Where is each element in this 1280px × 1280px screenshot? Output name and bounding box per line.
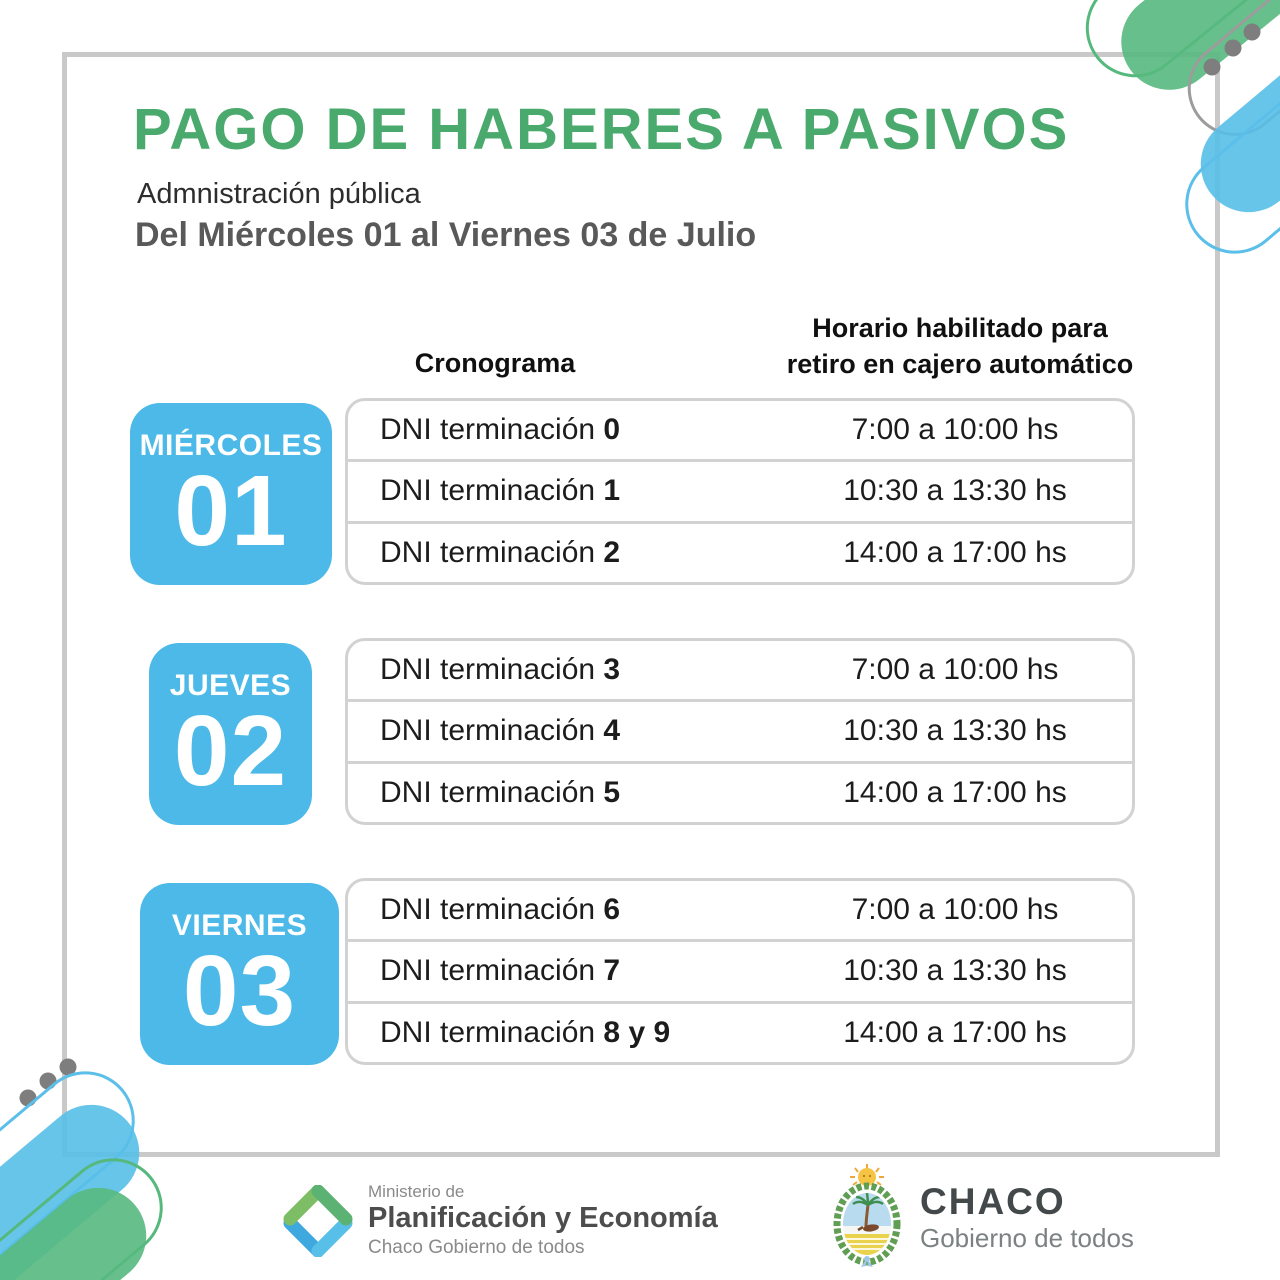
dni-label: DNI terminación 4 [380,714,621,748]
day-number: 03 [182,935,297,1047]
dni-label: DNI terminación 5 [380,775,621,809]
dni-digit: 4 [603,714,621,748]
dni-digit: 6 [603,893,621,927]
schedule-table-viernes [345,878,1135,1065]
day-number: 02 [173,695,288,807]
time-value: 14:00 a 17:00 hs [843,1015,1067,1049]
chaco-coat-of-arms-icon [828,1163,906,1273]
table-row [348,401,1132,459]
table-row [348,761,1132,822]
chaco-name: CHACO [920,1181,1066,1223]
day-name: MIÉRCOLES [139,429,323,462]
day-card-jueves [149,643,312,825]
time-value: 10:30 a 13:30 hs [843,714,1067,748]
day-number: 01 [174,455,288,567]
table-row [348,459,1132,520]
table-row [348,521,1132,582]
ministry-text [368,1182,718,1260]
dni-digit: 7 [603,954,621,988]
dni-digit: 8 y 9 [603,1015,671,1049]
chaco-tagline: Gobierno de todos [920,1222,1134,1253]
dni-label: DNI terminación 8 y 9 [380,1015,671,1049]
time-value: 14:00 a 17:00 hs [843,535,1067,569]
ministry-name: Planificación y Economía [368,1202,718,1235]
dni-label: DNI terminación 1 [380,474,621,508]
time-value: 10:30 a 13:30 hs [843,954,1067,988]
day-name: JUEVES [169,669,292,702]
column-header-cronograma: Cronograma [414,348,576,378]
time-value: 14:00 a 17:00 hs [843,775,1067,809]
dni-digit: 1 [603,474,621,508]
table-row [348,881,1132,939]
dni-label: DNI terminación 3 [380,653,621,687]
dni-label: DNI terminación 6 [380,893,621,927]
table-row [348,939,1132,1000]
page-title: PAGO DE HABERES A PASIVOS [133,97,1070,162]
table-row [348,641,1132,699]
footer-chaco-logo [828,1163,1134,1273]
day-card-viernes [140,883,339,1065]
dni-digit: 0 [603,413,621,447]
day-name: VIERNES [171,909,308,942]
schedule-table-jueves [345,638,1135,825]
dni-digit: 2 [603,535,621,569]
schedule-table-miercoles [345,398,1135,585]
time-value: 10:30 a 13:30 hs [843,474,1067,508]
table-row [348,699,1132,760]
date-range: Del Miércoles 01 al Viernes 03 de Julio [135,216,757,254]
page-subtitle: Admnistración pública [137,178,421,210]
ministry-line3: Chaco Gobierno de todos [368,1236,585,1258]
column-header-horario-line2: retiro en cajero automático [786,349,1134,380]
time-value: 7:00 a 10:00 hs [851,893,1059,927]
time-value: 7:00 a 10:00 hs [851,413,1059,447]
day-card-miercoles [130,403,332,585]
dni-digit: 5 [603,775,621,809]
ministry-diamond-icon [282,1185,354,1257]
dni-label: DNI terminación 0 [380,413,621,447]
ministry-line1: Ministerio de [368,1182,465,1201]
time-value: 7:00 a 10:00 hs [851,653,1059,687]
column-header-horario [735,310,1185,383]
table-row [348,1001,1132,1062]
chaco-text [920,1182,1134,1254]
dni-label: DNI terminación 2 [380,535,621,569]
dni-digit: 3 [603,653,621,687]
column-header-horario-line1: Horario habilitado para [812,313,1108,343]
footer-ministry-logo [282,1182,718,1260]
dni-label: DNI terminación 7 [380,954,621,988]
